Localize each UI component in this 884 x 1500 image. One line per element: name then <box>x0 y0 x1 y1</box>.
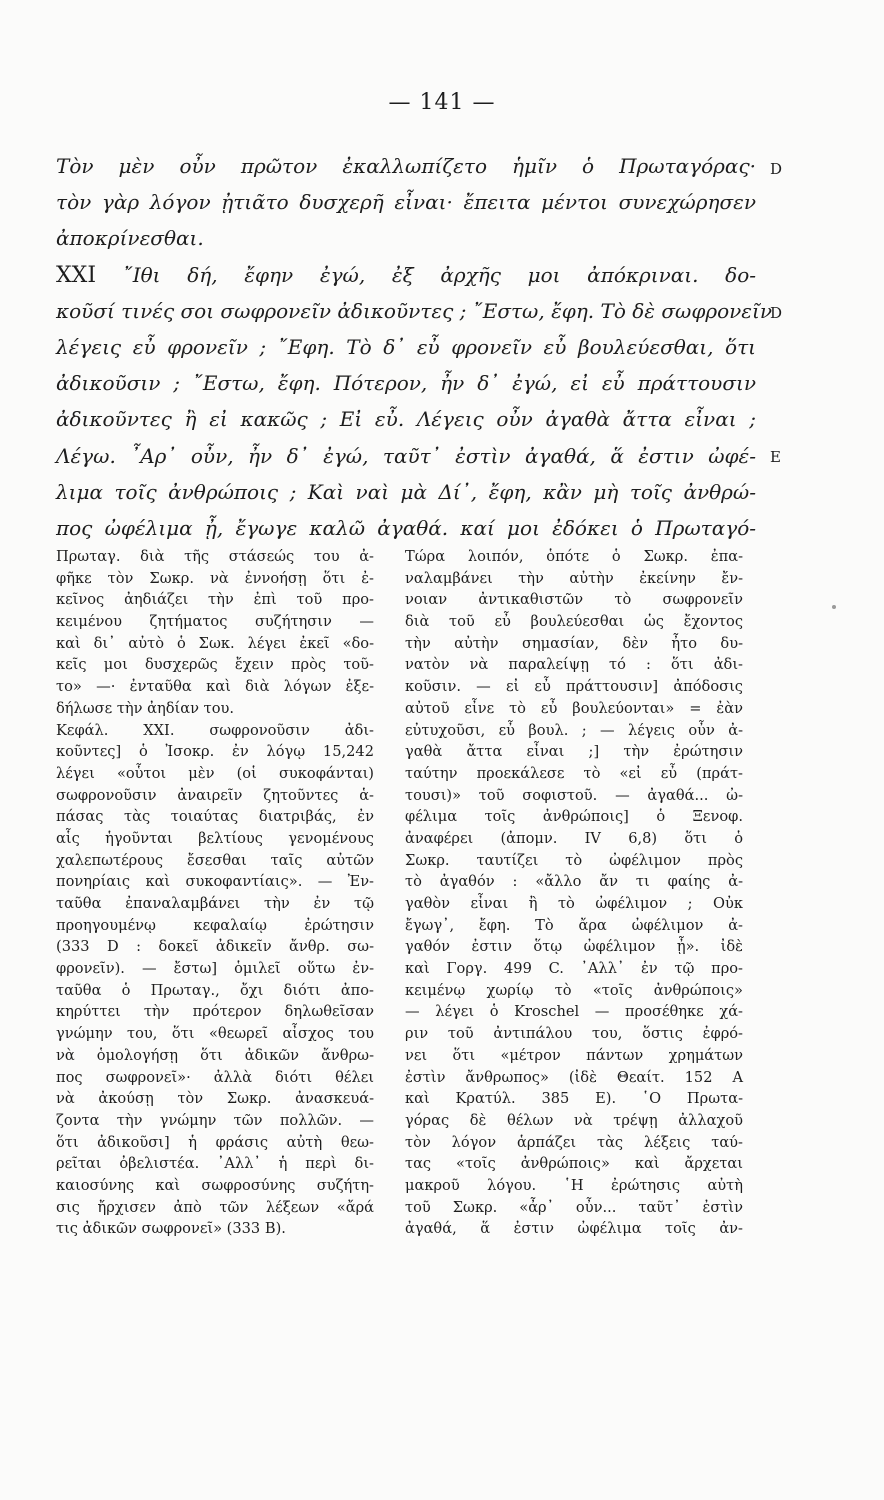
notes-right-line: ἀγαθά, ἅ ἐστιν ὠφέλιμα τοῖς ἀν- <box>405 1220 743 1238</box>
notes-left-line: καιοσύνης καὶ σωφροσύνης συζήτη- <box>56 1176 374 1194</box>
commentary-right-column <box>405 546 743 1240</box>
notes-right-line: καὶ Γοργ. 499 C. ᾿Αλλ᾽ ἐν τῷ προ- <box>405 960 743 978</box>
chapter-number: XXI <box>56 262 97 288</box>
main-text-line: Λέγω. ῏Αρ᾽ οὖν, ἦν δ᾽ ἐγώ, ταῦτ᾽ ἐστὶν ἀγαθά, ἅ ἐστιν ὠφέ- <box>56 443 756 468</box>
notes-right-line: τὴν αὐτὴν σημασίαν, δὲν ἦτο δυ- <box>405 634 743 652</box>
main-text-line: ἀποκρίνεσθαι. <box>56 226 204 251</box>
notes-right-line: τουσι)» τοῦ σοφιστοῦ. — ἀγαθά... ὠ- <box>405 786 743 804</box>
notes-right-line: ταύτην προεκάλεσε τὸ «εἰ εὖ (πράτ- <box>405 764 743 782</box>
notes-left-line: φῆκε τὸν Σωκρ. νὰ ἐννοήσῃ ὅτι ἐ- <box>56 569 374 587</box>
notes-left-line: πος σωφρονεῖ»· ἀλλὰ διότι θέλει <box>56 1068 374 1086</box>
commentary-left-column <box>56 546 374 1240</box>
notes-left-line: ταῦθα ἐπαναλαμβάνει τὴν ἐν τῷ <box>56 895 374 912</box>
notes-right-line: — λέγει ὁ Kroschel — προσέθηκε χά- <box>405 1003 743 1021</box>
notes-right-line: Σωκρ. ταυτίζει τὸ ὠφέλιμον πρὸς <box>405 851 743 869</box>
notes-left-line: πάσας τὰς τοιαύτας διατριβάς, ἐν <box>56 808 374 826</box>
notes-right-line: νατὸν νὰ παραλείψῃ τό : ὅτι ἀδι- <box>405 656 743 674</box>
notes-left-line: ὅτι ἀδικοῦσι] ἡ φράσις αὐτὴ θεω- <box>56 1133 374 1151</box>
margin-letter-e: E <box>770 448 781 466</box>
notes-left-line: κειμένου ζητήματος συζήτησιν — <box>56 613 374 631</box>
notes-left-line: σωφρονοῦσιν ἀναιρεῖν ζητοῦντες ἁ- <box>56 786 374 804</box>
notes-left-line: κεῖς μοι δυσχερῶς ἔχειν πρὸς τοῦ- <box>56 656 374 674</box>
notes-left-line: αἷς ἡγοῦνται βελτίους γενομένους <box>56 829 374 847</box>
notes-right-line: τοῦ Σωκρ. «ἆρ᾽ οὖν... ταῦτ᾽ ἐστὶν <box>405 1198 743 1216</box>
notes-left-line: πονηρίαις καὶ συκοφαντίαις». — Ἐν- <box>56 873 374 891</box>
notes-right-line: ἀναφέρει (ἀπομν. IV 6,8) ὅτι ὁ <box>405 829 743 847</box>
main-text-line: κοῦσί τινές σοι σωφρονεῖν ἀδικοῦντες ; ῎Εστω, ἔφη. Τὸ δὲ σωφρονεῖν <box>56 298 773 323</box>
margin-letter-d-2: D <box>770 304 783 322</box>
notes-left-line: τις ἀδικῶν σωφρονεῖ» (333 B). <box>56 1220 286 1238</box>
notes-left-line: προηγουμένῳ κεφαλαίῳ ἐρώτησιν <box>56 916 374 934</box>
notes-left-line: κεῖνος ἀηδιάζει τὴν ἐπὶ τοῦ προ- <box>56 591 374 609</box>
notes-left-line: νὰ ἀκούσῃ τὸν Σωκρ. ἀνασκευά- <box>56 1090 374 1108</box>
notes-right-line: τὸν λόγον ἁρπάζει τὰς λέξεις ταύ- <box>405 1133 743 1151</box>
notes-left-line: το» —· ἐνταῦθα καὶ διὰ λόγων ἐξε- <box>56 678 374 696</box>
notes-left-line: δήλωσε τὴν ἀηδίαν του. <box>56 699 235 717</box>
notes-right-line: ἐστὶν ἄνθρωπος» (ἰδὲ Θεαίτ. 152 A <box>405 1068 743 1086</box>
notes-left-line: ζοντα τὴν γνώμην τῶν πολλῶν. — <box>56 1111 374 1129</box>
notes-left-line: κοῦντες] ὁ Ἰσοκρ. ἐν λόγῳ 15,242 <box>56 743 374 761</box>
notes-right-line: γαθὰ ἄττα εἶναι ;] τὴν ἐρώτησιν <box>405 743 743 761</box>
notes-left-line: καὶ δι᾽ αὐτὸ ὁ Σωκ. λέγει ἐκεῖ «δο- <box>56 634 374 652</box>
notes-right-line: εὐτυχοῦσι, εὖ βουλ. ; — λέγεις οὖν ἀ- <box>405 721 743 739</box>
main-text-line: ἀδικοῦντες ἢ εἰ κακῶς ; Εἰ εὖ. Λέγεις οὖν ἀγαθὰ ἄττα εἶναι ; <box>56 407 756 432</box>
notes-left-line: φρονεῖν). — ἔστω] ὁμιλεῖ οὕτω ἐν- <box>56 960 374 978</box>
main-text-line: τὸν γὰρ λόγον ᾐτιᾶτο δυσχερῆ εἶναι· ἔπειτα μέντοι συνεχώρησεν <box>56 190 756 215</box>
notes-right-line: γαθὸν εἶναι ἢ τὸ ὠφέλιμον ; Οὐκ <box>405 895 743 912</box>
main-text-line: ἀδικοῦσιν ; ῎Εστω, ἔφη. Πότερον, ἦν δ᾽ ἐγώ, εἰ εὖ πράττουσιν <box>56 371 756 396</box>
notes-left-line: ρεῖται ὀβελιστέα. ᾿Αλλ᾽ ἡ περὶ δι- <box>56 1155 374 1173</box>
notes-left-line: λέγει «οὗτοι μὲν (οἱ συκοφάνται) <box>56 764 374 782</box>
main-text-line: XXI ῎Ιθι δή, ἔφην ἐγώ, ἐξ ἀρχῆς μοι ἀπόκριναι. δο- <box>56 262 756 288</box>
notes-right-line: γαθόν ἐστιν ὅτῳ ὠφέλιμον ᾖ». ἰδὲ <box>405 938 743 956</box>
notes-right-line: νει ὅτι «μέτρον πάντων χρημάτων <box>405 1046 743 1064</box>
notes-right-line: φέλιμα τοῖς ἀνθρώποις] ὁ Ξενοφ. <box>405 808 743 826</box>
notes-left-line: χαλεπωτέρους ἔσεσθαι ταῖς αὐτῶν <box>56 851 374 869</box>
notes-right-line: ναλαμβάνει τὴν αὐτὴν ἐκείνην ἔν- <box>405 569 743 587</box>
notes-left-line: σις ἤρχισεν ἀπὸ τῶν λέξεων «ἄρά <box>56 1198 374 1216</box>
main-text <box>56 148 773 546</box>
margin-letter-d-1: D <box>770 160 783 178</box>
notes-right-line: ἔγωγ᾽, ἔφη. Τὸ ἄρα ὠφέλιμον ἀ- <box>405 916 743 934</box>
notes-right-line: διὰ τοῦ εὖ βουλεύεσθαι ὡς ἔχοντος <box>405 613 743 631</box>
notes-right-line: γόρας δὲ θέλων νὰ τρέψῃ ἀλλαχοῦ <box>405 1111 743 1129</box>
main-text-line: πος ὠφέλιμα ᾖ, ἔγωγε καλῶ ἀγαθά. καί μοι ἐδόκει ὁ Πρωταγό- <box>56 515 756 540</box>
notes-right-line: ριν τοῦ ἀντιπάλου του, ὅστις ἐφρό- <box>405 1025 743 1043</box>
ink-speck <box>832 605 836 609</box>
main-text-line: λέγεις εὖ φρονεῖν ; ῎Εφη. Τὸ δ᾽ εὖ φρονεῖν εὖ βουλεύεσθαι, ὅτι <box>56 334 756 359</box>
main-text-line: Τὸν μὲν οὖν πρῶτον ἐκαλλωπίζετο ἡμῖν ὁ Πρωταγόρας· <box>56 154 756 178</box>
notes-left-line: κηρύττει τὴν πρότερον δηλωθεῖσαν <box>56 1003 374 1021</box>
notes-right-line: τας «τοῖς ἀνθρώποις» καὶ ἄρχεται <box>405 1155 743 1173</box>
notes-left-line: (333 D : δοκεῖ ἀδικεῖν ἄνθρ. σω- <box>56 938 374 956</box>
notes-left-line: νὰ ὁμολογήσῃ ὅτι ἀδικῶν ἄνθρω- <box>56 1046 374 1064</box>
notes-right-line: καὶ Κρατύλ. 385 E). ῾Ο Πρωτα- <box>405 1090 743 1108</box>
page-number: — 141 — <box>388 90 496 115</box>
notes-left-line: Πρωταγ. διὰ τῆς στάσεώς του ἀ- <box>56 548 374 565</box>
notes-left-line: γνώμην του, ὅτι «θεωρεῖ αἶσχος του <box>56 1025 374 1043</box>
notes-right-line: τὸ ἀγαθόν : «ἄλλο ἄν τι φαίης ἀ- <box>405 873 743 891</box>
notes-left-line: Κεφάλ. XXI. σωφρονοῦσιν ἀδι- <box>56 721 374 739</box>
notes-right-line: κειμένῳ χωρίῳ τὸ «τοῖς ἀνθρώποις» <box>405 981 743 999</box>
notes-right-line: Τώρα λοιπόν, ὁπότε ὁ Σωκρ. ἐπα- <box>405 548 743 565</box>
notes-left-line: ταῦθα ὁ Πρωταγ., ὄχι διότι ἀπο- <box>56 981 374 999</box>
notes-right-line: νοιαν ἀντικαθιστῶν τὸ σωφρονεῖν <box>405 591 743 609</box>
notes-right-line: μακροῦ λόγου. ῾Η ἐρώτησις αὐτὴ <box>405 1176 743 1194</box>
notes-right-line: αὐτοῦ εἶνε τὸ εὖ βουλεύονται» = ἐὰν <box>405 699 743 717</box>
main-text-line: λιμα τοῖς ἀνθρώποις ; Καὶ ναὶ μὰ Δί᾽, ἔφη, κἂν μὴ τοῖς ἀνθρώ- <box>56 479 756 504</box>
notes-right-line: κοῦσιν. — εἰ εὖ πράττουσιν] ἀπόδοσις <box>405 678 743 696</box>
